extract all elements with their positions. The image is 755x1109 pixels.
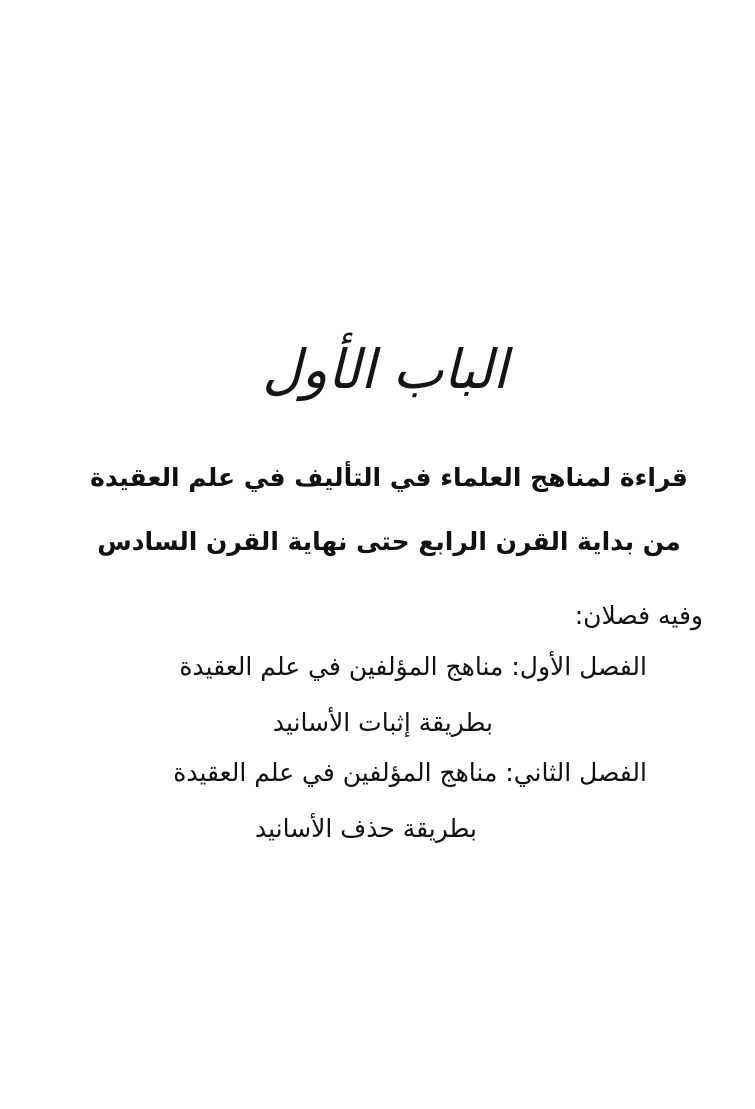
chapter-2-subtitle: بطريقة حذف الأسانيد [254, 814, 477, 843]
part-subtitle-line-1: قراءة لمناهج العلماء في التأليف في علم العقيدة [90, 463, 688, 492]
chapter-1-title: الفصل الأول: مناهج المؤلفين في علم العقيدة [179, 652, 647, 681]
chapter-2-title: الفصل الثاني: مناهج المؤلفين في علم العقيدة [173, 758, 647, 787]
part-subtitle-line-2: من بداية القرن الرابع حتى نهاية القرن السادس [97, 527, 681, 556]
part-title: الباب الأول [262, 338, 508, 401]
chapter-1-subtitle: بطريقة إثبات الأسانيد [272, 708, 493, 737]
chapters-intro: وفيه فصلان: [574, 601, 703, 630]
